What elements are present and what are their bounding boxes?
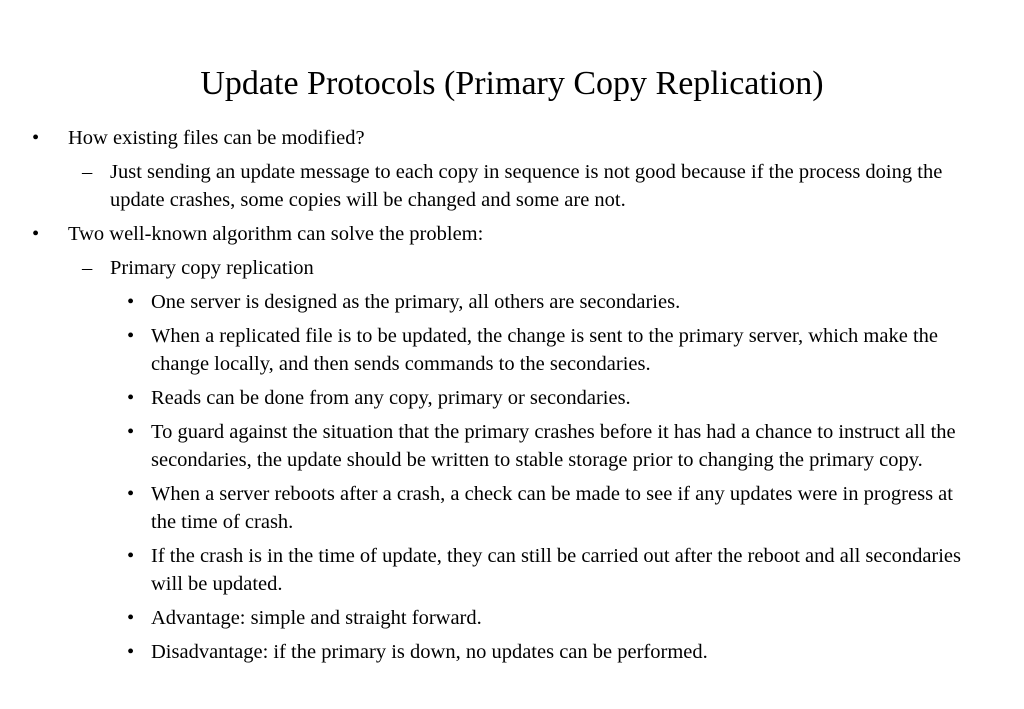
list-item-text: How existing files can be modified?	[68, 127, 365, 149]
list-item-text: Reads can be done from any copy, primary or secondaries.	[151, 387, 631, 409]
dash-marker: –	[82, 257, 93, 279]
list-item	[0, 480, 976, 536]
slide-title: Update Protocols (Primary Copy Replication)	[200, 65, 824, 102]
list-item-text: To guard against the situation that the primary crashes before it has had a chance to instruct all the secondaries, the update should be written to stable storage prior to changing the primary copy.	[151, 421, 956, 471]
bullet-marker: •	[127, 483, 135, 505]
dash-marker: –	[82, 161, 93, 183]
list-item	[0, 254, 980, 282]
bullet-marker: •	[127, 641, 135, 663]
list-item-text: If the crash is in the time of update, they can still be carried out after the reboot and all secondaries will be updated.	[151, 545, 962, 595]
bullet-marker: •	[127, 421, 135, 443]
bullet-marker: •	[127, 325, 135, 347]
bullet-marker: •	[127, 545, 135, 567]
bullet-marker: •	[127, 387, 135, 409]
list-item-text: Advantage: simple and straight forward.	[151, 607, 482, 629]
list-item	[0, 322, 976, 378]
list-item	[0, 158, 980, 214]
bullet-marker: •	[127, 291, 135, 313]
list-item	[0, 542, 976, 598]
list-item	[0, 384, 976, 412]
list-item-text: Disadvantage: if the primary is down, no updates can be performed.	[151, 641, 708, 663]
list-item	[0, 638, 976, 666]
list-item	[0, 288, 976, 316]
list-item-text: When a replicated file is to be updated, the change is sent to the primary server, which make the change locally, and then sends commands to the secondaries.	[151, 325, 938, 375]
bullet-marker: •	[32, 223, 40, 245]
bullet-marker: •	[32, 127, 40, 149]
list-item-text: When a server reboots after a crash, a check can be made to see if any updates were in progress at the time of crash.	[151, 483, 953, 533]
bullet-marker: •	[127, 607, 135, 629]
list-item	[0, 124, 988, 152]
bullet-list	[0, 124, 1024, 666]
list-item	[0, 220, 988, 248]
list-item-text: Two well-known algorithm can solve the problem:	[68, 223, 484, 245]
list-item-text: One server is designed as the primary, all others are secondaries.	[151, 291, 681, 313]
list-item	[0, 418, 976, 474]
list-item-text: Just sending an update message to each copy in sequence is not good because if the process doing the update crashes, some copies will be changed and some are not.	[110, 161, 943, 211]
list-item	[0, 604, 976, 632]
list-item-text: Primary copy replication	[110, 257, 314, 279]
